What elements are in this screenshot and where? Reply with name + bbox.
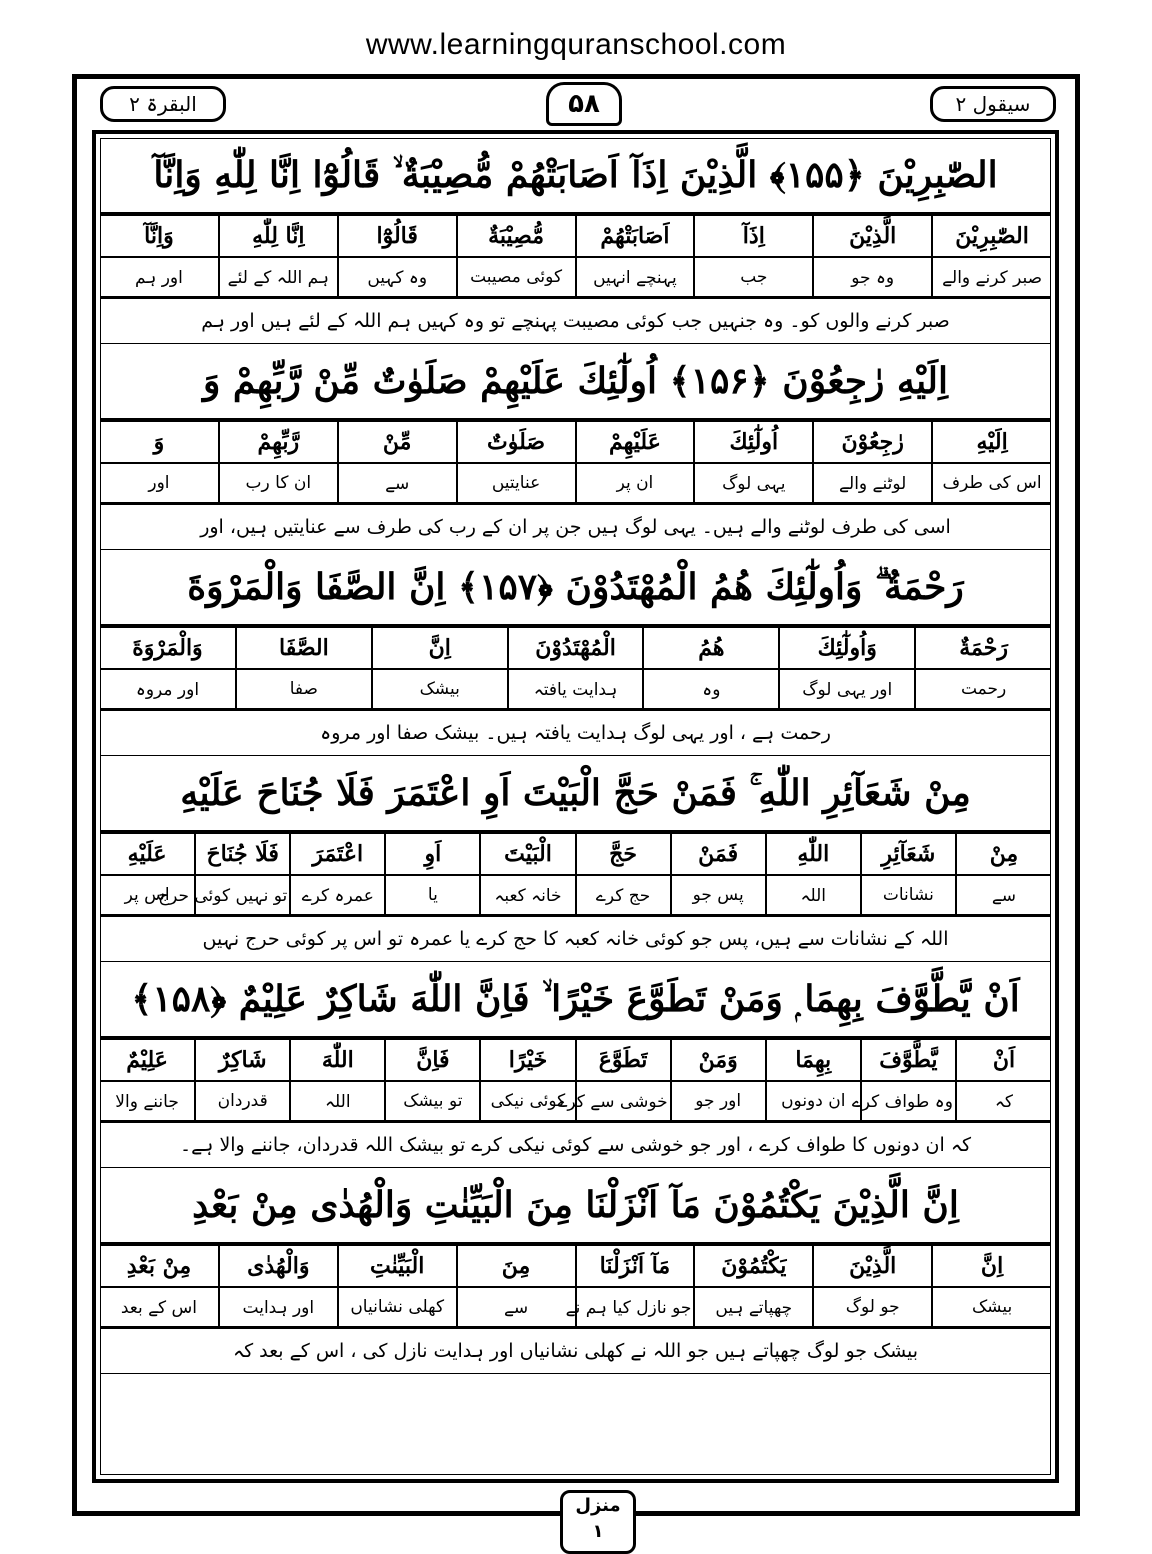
urdu-meaning-cell: ہدایت یافتہ	[508, 669, 644, 709]
urdu-meaning-cell: کہ	[956, 1081, 1051, 1121]
urdu-meaning-cell: چھپاتے ہیں	[694, 1287, 813, 1327]
word-by-word-table	[100, 832, 1051, 916]
arabic-word-cell: وَاُولٰٓئِكَ	[779, 627, 915, 669]
arabic-word-cell: مِنْ	[956, 833, 1051, 875]
urdu-translation-line: اللہ کے نشانات سے ہیں، پس جو کوئی خانہ کعبہ کا حج کرے یا عمرہ تو اس پر کوئی حرج نہیں	[100, 916, 1051, 961]
urdu-meanings-row	[100, 1287, 1051, 1327]
urdu-meaning-cell: اور مروہ	[100, 669, 236, 709]
urdu-meaning-cell: اور جو	[671, 1081, 766, 1121]
arabic-word-cell: فَاِنَّ	[385, 1039, 480, 1081]
arabic-word-cell: الَّذِيْنَ	[813, 1245, 932, 1287]
urdu-translation-line: بیشک جو لوگ چھپاتے ہیں جو اللہ نے کھلی نشانیاں اور ہدایت نازل کی ، اس کے بعد کہ	[100, 1328, 1051, 1373]
arabic-word-cell: مِّنْ	[338, 421, 457, 463]
word-by-word-table	[100, 1038, 1051, 1122]
urdu-meaning-cell: وہ جو	[813, 257, 932, 297]
verse-block	[100, 1168, 1051, 1374]
urdu-meaning-cell: پہنچے انہیں	[576, 257, 695, 297]
arabic-word-cell: وَالْهُدٰى	[219, 1245, 338, 1287]
urdu-meaning-cell: حج کرے	[576, 875, 671, 915]
urdu-translation-line: رحمت ہے ، اور یہی لوگ ہدایت یافتہ ہیں۔ بیشک صفا اور مروہ	[100, 710, 1051, 755]
urdu-translation-line: اسی کی طرف لوٹنے والے ہیں۔ یہی لوگ ہیں جن پر ان کے رب کی طرف سے عنایتیں ہیں، اور	[100, 504, 1051, 549]
urdu-meanings-row	[100, 669, 1051, 709]
urdu-meaning-cell: یا	[385, 875, 480, 915]
arabic-word-cell: الْبَيِّنٰتِ	[338, 1245, 457, 1287]
arabic-word-cell: مَآ اَنْزَلْنَا	[576, 1245, 695, 1287]
arabic-word-cell: يَكْتُمُوْنَ	[694, 1245, 813, 1287]
arabic-word-cell: عَلَيْهِ	[100, 833, 195, 875]
arabic-word-cell: اعْتَمَرَ	[290, 833, 385, 875]
arabic-word-cell: وَمَنْ	[671, 1039, 766, 1081]
arabic-word-cell: الصَّفَا	[236, 627, 372, 669]
arabic-verse-line: رَحْمَةٌ ۗ وَاُولٰٓئِكَ هُمُ الْمُهْتَدُوْنَ ﴿۱۵۷﴾ اِنَّ الصَّفَا وَالْمَرْوَةَ	[100, 550, 1051, 626]
arabic-word-cell: فَمَنْ	[671, 833, 766, 875]
urdu-meaning-cell: سے	[956, 875, 1051, 915]
word-by-word-table	[100, 420, 1051, 504]
surah-tab: البقرۃ ۲	[100, 86, 226, 122]
arabic-word-cell: الَّذِيْنَ	[813, 215, 932, 257]
arabic-word-cell: تَطَوَّعَ	[576, 1039, 671, 1081]
urdu-meaning-cell: تو نہیں کوئی حرج	[195, 875, 290, 915]
arabic-verse-line: مِنْ شَعَآئِرِ اللّٰهِ ۚ فَمَنْ حَجَّ الْبَيْتَ اَوِ اعْتَمَرَ فَلَا جُنَاحَ عَلَيْهِ	[100, 756, 1051, 832]
urdu-meaning-cell: خانہ کعبہ	[480, 875, 575, 915]
urdu-meaning-cell: وہ کہیں	[338, 257, 457, 297]
urdu-meanings-row	[100, 1081, 1051, 1121]
verse-blocks	[100, 138, 1051, 1374]
arabic-words-row	[100, 421, 1051, 463]
urdu-meaning-cell: جاننے والا	[100, 1081, 195, 1121]
urdu-meaning-cell: وہ طواف کرے	[861, 1081, 956, 1121]
urdu-meaning-cell: اور	[100, 463, 219, 503]
urdu-meanings-row	[100, 257, 1051, 297]
urdu-meaning-cell: اور ہم	[100, 257, 219, 297]
arabic-verse-line: اِنَّ الَّذِيْنَ يَكْتُمُوْنَ مَآ اَنْزَلْنَا مِنَ الْبَيِّنٰتِ وَالْهُدٰى مِنْ بَعْدِ	[100, 1168, 1051, 1244]
urdu-meaning-cell: لوٹنے والے	[813, 463, 932, 503]
urdu-meaning-cell: کھلی نشانیاں	[338, 1287, 457, 1327]
arabic-word-cell: وَاِنَّآ	[100, 215, 219, 257]
arabic-verse-line: اِلَيْهِ رٰجِعُوْنَ ﴿۱۵۶﴾ اُولٰٓئِكَ عَلَيْهِمْ صَلَوٰتٌ مِّنْ رَّبِّهِمْ وَ	[100, 344, 1051, 420]
arabic-word-cell: اَصَابَتْهُمْ	[576, 215, 695, 257]
arabic-word-cell: اَنْ	[956, 1039, 1051, 1081]
arabic-word-cell: صَلَوٰتٌ	[457, 421, 576, 463]
arabic-word-cell: مِنَ	[457, 1245, 576, 1287]
word-by-word-table	[100, 1244, 1051, 1328]
arabic-word-cell: فَلَا جُنَاحَ	[195, 833, 290, 875]
urdu-meaning-cell: کوئی نیکی	[480, 1081, 575, 1121]
verse-block	[100, 344, 1051, 550]
urdu-meaning-cell: جو لوگ	[813, 1287, 932, 1327]
urdu-meaning-cell: اس پر	[100, 875, 195, 915]
arabic-word-cell: اِنَّ	[372, 627, 508, 669]
urdu-meaning-cell: کوئی مصیبت	[457, 257, 576, 297]
urdu-meaning-cell: خوشی سے کرے	[576, 1081, 671, 1121]
arabic-word-cell: اِذَآ	[694, 215, 813, 257]
urdu-meaning-cell: اس کے بعد	[100, 1287, 219, 1327]
arabic-word-cell: قَالُوْٓا	[338, 215, 457, 257]
verse-block	[100, 962, 1051, 1168]
urdu-meanings-row	[100, 463, 1051, 503]
urdu-meaning-cell: صبر کرنے والے	[932, 257, 1051, 297]
verse-block	[100, 550, 1051, 756]
arabic-word-cell: اللّٰهِ	[766, 833, 861, 875]
arabic-verse-line: الصّٰبِرِيْنَ ﴿۱۵۵﴾ الَّذِيْنَ اِذَآ اَصَابَتْهُمْ مُّصِيْبَةٌ ۙ قَالُوْٓا اِنَّا لِلّٰهِ وَاِنَّآ	[100, 138, 1051, 214]
para-tab: سیقول ۲	[930, 86, 1056, 122]
arabic-word-cell: الْمُهْتَدُوْنَ	[508, 627, 644, 669]
urdu-meaning-cell: اللہ	[290, 1081, 385, 1121]
arabic-word-cell: اِنَّا لِلّٰهِ	[219, 215, 338, 257]
arabic-word-cell: مُّصِيْبَةٌ	[457, 215, 576, 257]
arabic-word-cell: هُمُ	[643, 627, 779, 669]
urdu-meaning-cell: بیشک	[932, 1287, 1051, 1327]
page-number: ۵۸	[546, 82, 622, 126]
arabic-word-cell: عَلَيْهِمْ	[576, 421, 695, 463]
urdu-translation-line: کہ ان دونوں کا طواف کرے ، اور جو خوشی سے کوئی نیکی کرے تو بیشک اللہ قدردان، جاننے والا ہے۔	[100, 1122, 1051, 1167]
arabic-word-cell: رَحْمَةٌ	[915, 627, 1051, 669]
urdu-meaning-cell: یہی لوگ	[694, 463, 813, 503]
urdu-meaning-cell: ہم اللہ کے لئے	[219, 257, 338, 297]
urdu-meaning-cell: ان کا رب	[219, 463, 338, 503]
urdu-meaning-cell: عمرہ کرے	[290, 875, 385, 915]
urdu-meaning-cell: اس کی طرف	[932, 463, 1051, 503]
arabic-words-row	[100, 627, 1051, 669]
arabic-word-cell: اللّٰهَ	[290, 1039, 385, 1081]
arabic-word-cell: وَالْمَرْوَةَ	[100, 627, 236, 669]
manzil-label: منزل	[575, 1495, 621, 1516]
urdu-meaning-cell: ان پر	[576, 463, 695, 503]
arabic-word-cell: اُولٰٓئِكَ	[694, 421, 813, 463]
urdu-meaning-cell: صفا	[236, 669, 372, 709]
urdu-meanings-row	[100, 875, 1051, 915]
arabic-word-cell: اَوِ	[385, 833, 480, 875]
arabic-words-row	[100, 215, 1051, 257]
arabic-word-cell: شَاكِرٌ	[195, 1039, 290, 1081]
urdu-meaning-cell: تو بیشک	[385, 1081, 480, 1121]
arabic-words-row	[100, 1245, 1051, 1287]
arabic-verse-line: اَنْ يَّطَّوَّفَ بِهِمَا ۭ وَمَنْ تَطَوَّعَ خَيْرًا ۙ فَاِنَّ اللّٰهَ شَاكِرٌ عَلِيْمٌ ﴿۱۵۸﴾	[100, 962, 1051, 1038]
arabic-word-cell: مِنْ بَعْدِ	[100, 1245, 219, 1287]
word-by-word-table	[100, 626, 1051, 710]
urdu-meaning-cell: رحمت	[915, 669, 1051, 709]
arabic-word-cell: عَلِيْمٌ	[100, 1039, 195, 1081]
arabic-word-cell: الصّٰبِرِيْنَ	[932, 215, 1051, 257]
arabic-word-cell: رٰجِعُوْنَ	[813, 421, 932, 463]
arabic-word-cell: وَ	[100, 421, 219, 463]
manzil-number: ۱	[592, 1521, 604, 1542]
arabic-word-cell: بِهِمَا	[766, 1039, 861, 1081]
urdu-meaning-cell: اور ہدایت	[219, 1287, 338, 1327]
verse-block	[100, 138, 1051, 344]
urdu-meaning-cell: قدردان	[195, 1081, 290, 1121]
word-by-word-table	[100, 214, 1051, 298]
arabic-word-cell: خَيْرًا	[480, 1039, 575, 1081]
arabic-words-row	[100, 1039, 1051, 1081]
verse-block	[100, 756, 1051, 962]
arabic-word-cell: اِلَيْهِ	[932, 421, 1051, 463]
arabic-word-cell: يَّطَّوَّفَ	[861, 1039, 956, 1081]
urdu-meaning-cell: ان دونوں	[766, 1081, 861, 1121]
urdu-meaning-cell: پس جو	[671, 875, 766, 915]
urdu-meaning-cell: وہ	[643, 669, 779, 709]
website-url: www.learningquranschool.com	[365, 28, 787, 61]
manzil-badge	[560, 1490, 636, 1554]
urdu-meaning-cell: اور یہی لوگ	[779, 669, 915, 709]
arabic-word-cell: اِنَّ	[932, 1245, 1051, 1287]
arabic-word-cell: شَعَآئِرِ	[861, 833, 956, 875]
urdu-meaning-cell: جو نازل کیا ہم نے	[576, 1287, 695, 1327]
urdu-meaning-cell: جب	[694, 257, 813, 297]
urdu-meaning-cell: نشانات	[861, 875, 956, 915]
urdu-meaning-cell: سے	[338, 463, 457, 503]
arabic-word-cell: رَّبِّهِمْ	[219, 421, 338, 463]
urdu-meaning-cell: سے	[457, 1287, 576, 1327]
urdu-meaning-cell: عنایتیں	[457, 463, 576, 503]
arabic-word-cell: حَجَّ	[576, 833, 671, 875]
urdu-meaning-cell: اللہ	[766, 875, 861, 915]
arabic-words-row	[100, 833, 1051, 875]
urdu-meaning-cell: بیشک	[372, 669, 508, 709]
arabic-word-cell: الْبَيْتَ	[480, 833, 575, 875]
urdu-translation-line: صبر کرنے والوں کو۔ وہ جنہیں جب کوئی مصیبت پہنچے تو وہ کہیں ہم اللہ کے لئے ہیں اور ہم	[100, 298, 1051, 343]
